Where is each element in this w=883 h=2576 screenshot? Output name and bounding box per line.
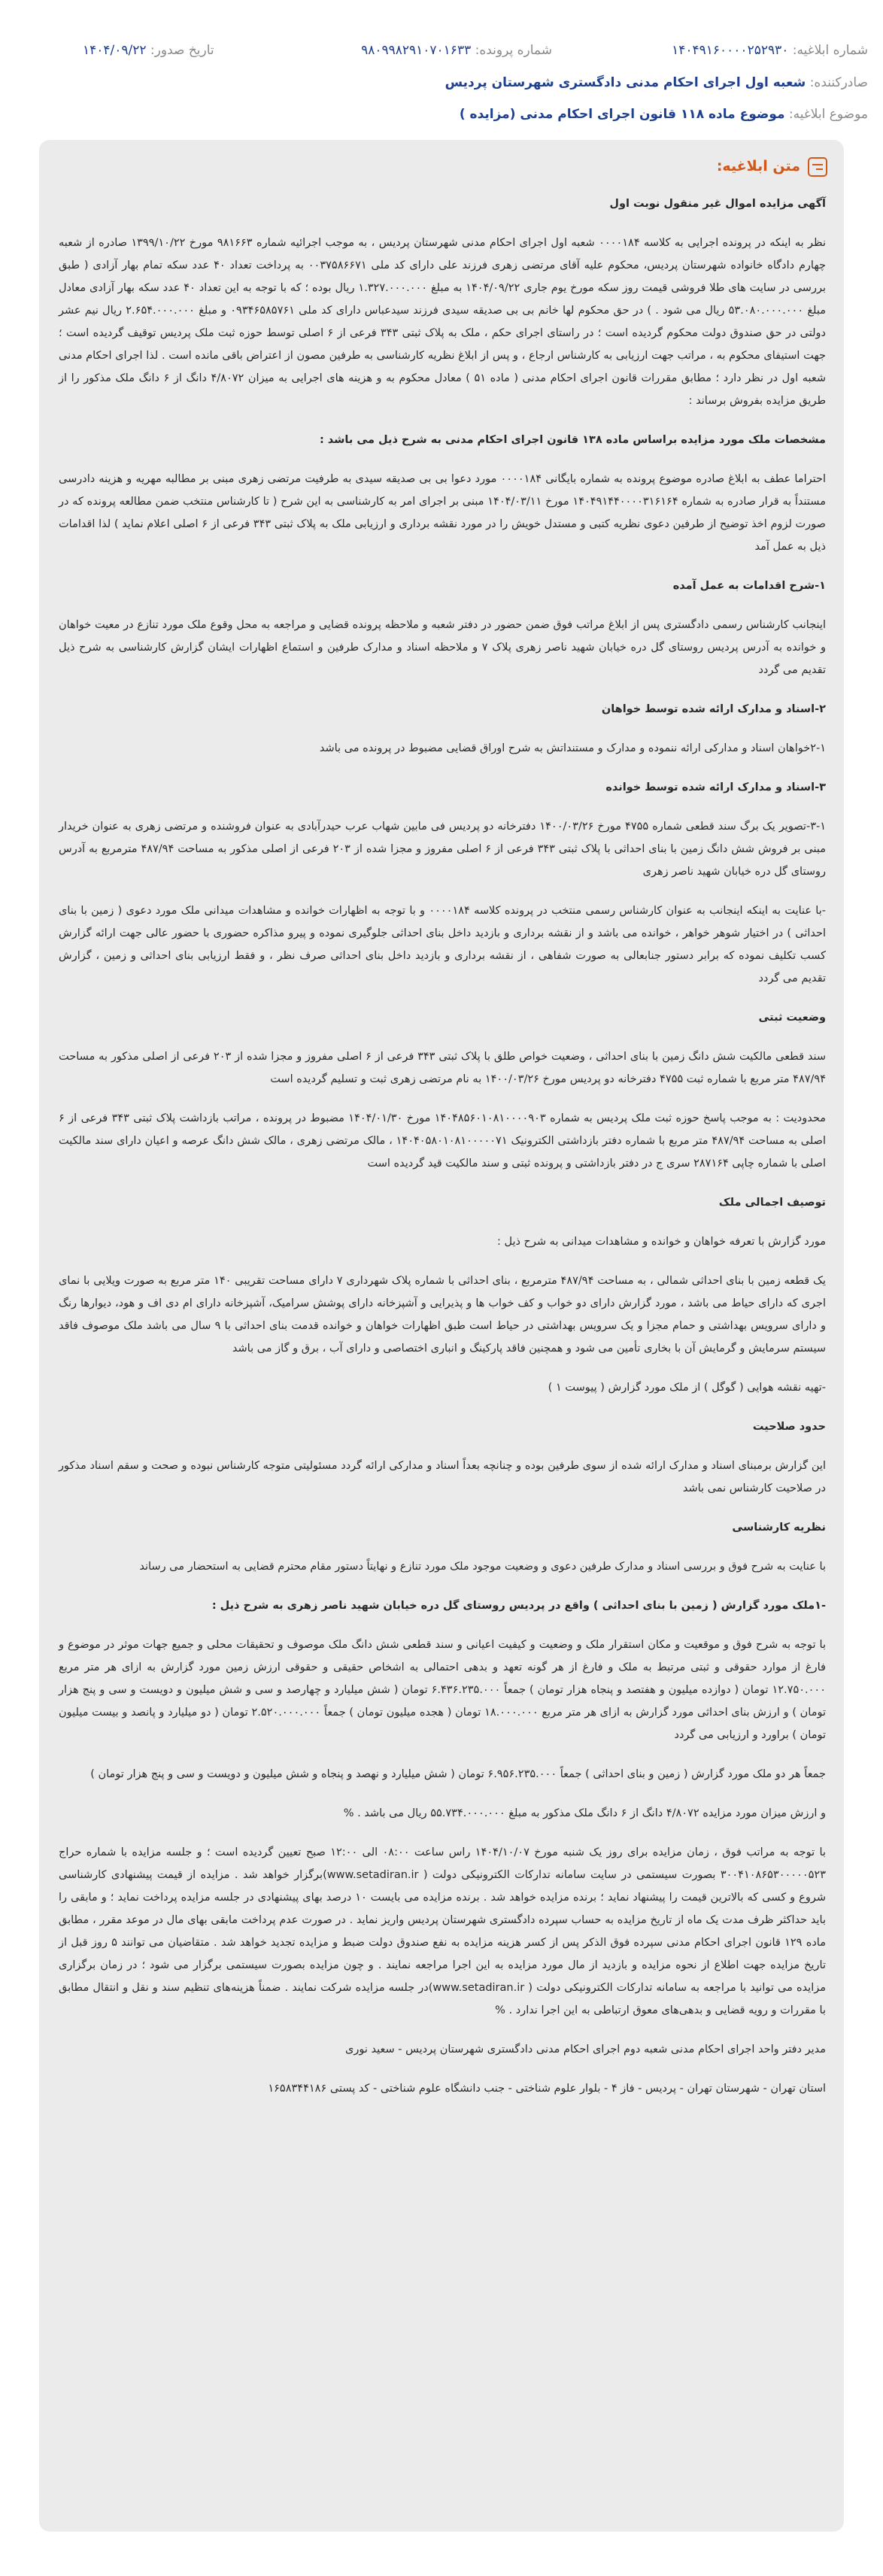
issue-date xyxy=(83,39,214,62)
issuer xyxy=(445,71,868,94)
notice-number-label: شماره ابلاغیه: xyxy=(792,43,868,58)
case-number-label: شماره پرونده: xyxy=(475,43,552,58)
notice-paragraph: مورد گزارش با تعرفه خواهان و خوانده و مشاهدات میدانی به شرح ذیل : xyxy=(496,1236,826,1248)
notice-paragraph: با عنایت به شرح فوق و بررسی اسناد و مدارک طرفین دعوی و وضعیت موجود ملک مورد تنازع و نهایتاً دستور مقام محترم قضایی به استحضار می رساند xyxy=(139,1561,826,1573)
notice-number xyxy=(672,39,868,62)
notice-paragraph: ۲-۱خواهان اسناد و مدارکی ارائه ننموده و مدارک و مستنداتش به شرح اوراق قضایی مضبوط در پرونده می باشد xyxy=(319,742,826,754)
header-row-issuer xyxy=(38,71,868,94)
issuer-value: شعبه اول اجرای احکام مدنی دادگستری شهرستان پردیس xyxy=(445,75,806,90)
notice-text-panel xyxy=(39,140,844,2532)
issuer-label: صادرکننده: xyxy=(809,75,868,90)
issue-date-label: تاریخ صدور: xyxy=(150,43,214,58)
notice-paragraph: یک قطعه زمین با بنای احداثی شمالی ، به مساحت ۴۸۷/۹۴ مترمربع ، بنای احداثی با شماره پلاک شهرداری ۷ دارای مساحت تقریبی ۱۴۰ متر مربع به صورت ویلایی با نمای اجری که دارای حیاط می باشد ، مورد گزارش دارای دو خواب و کف خواب ها و پذیرایی و آشپزخانه دارای پوشش سرامیک، آشپزخانه دارای ام دی اف و هود، دیوارها رنگ و دارای سرویس بهداشتی و حمام مجزا و یک سرویس بهداشتی در حیاط است طبق اظهارات خواهان و خوانده قدمت بنای احداثی با ۹ سال می باشد ملک موصوف فاقد سیستم سرمایش و گرمایش آن با بخاری تأمین می شود و همچنین فاقد پارکینگ و انباری اختصاصی و دارای آب ، برق و گاز می باشد xyxy=(59,1275,826,1355)
notice-paragraph: -با عنایت به اینکه اینجانب به عنوان کارشناس رسمی منتخب در پرونده کلاسه ۰۰۰۰۱۸۴ و با توجه به اظهارات خوانده و مشاهدات میدانی ملک مورد دعوی ( زمین با بنای احداثی ) در اختیار شوهر خواهر ، خوانده می باشد و از نقشه برداری و بازدید داخل بنای احداثی جلوگیری نموده و پیرو مذاکره حضوری با حضور عالی جهت ارائه گزارش کسب تکلیف نموده که برابر دستور جنابعالی به صورت شفاهی ، از نقشه برداری و بازدید داخل بنای احداثی صرف نظر ، و فقط ارزیابی بنای احداثی و زمین ، گزارش تقدیم می گردد xyxy=(59,905,826,985)
subject-value: موضوع ماده ۱۱۸ قانون اجرای احکام مدنی (مزایده ) xyxy=(459,107,785,122)
notice-paragraph: با توجه به مراتب فوق ، زمان مزایده برای روز یک شنبه مورخ ۱۴۰۴/۱۰/۰۷ راس ساعت ۰۸:۰۰ الی ۱۲:۰۰ صبح تعیین گردیده است ؛ و جلسه مزایده با شماره حراج ۳۰۰۴۱۰۸۶۵۳۰۰۰۰۰۵۲۳ بصورت سیستمی در سایت سامانه تدارکات الکترونیکی دولت ( www.setadiran.ir)برگزار خواهد شد . مزایده از قیمت پیشنهادی کارشناسی شروع و کسی که بالاترین قیمت را پیشنهاد نماید ؛ برنده مزایده خواهد شد . برنده مزایده می بایست ۱۰ درصد بهای پیشنهادی در جلسه مزایده پرداخت نماید ؛ و مابقی را باید حداکثر ظرف مدت یک ماه از تاریخ مزایده به حساب سپرده دادگستری شهرستان پردیس واریز نماید . در صورت عدم پرداخت مابقی بهای مال در موعد مقرر ، مطابق ماده ۱۲۹ قانون اجرای احکام مدنی سپرده فوق الذکر پس از کسر هزینه مزایده به نفع صندوق دولت ضبط و مزایده تجدید خواهد شد . متقاضیان می توانند ۵ روز قبل از تاریخ مزایده جهت اطلاع از نحوه مزایده و بازدید از مال مورد مزایده به این اجرا مراجعه نمایند . و چون مزایده بصورت سیستمی برگزار می شود ؛ در زمان برگزاری مزایده می توانید با مراجعه به سامانه تدارکات الکترونیکی دولت ( www.setadiran.ir)در جلسه مزایده شرکت نمایند . ضمناً هزینه‌های تنظیم سند و نقل و انتقال مطابق با مقررات و رویه قضایی و بدهی‌های معوق ارتباطی به این اجرا ندارد . % xyxy=(59,1846,826,2016)
subject xyxy=(460,103,868,126)
notice-paragraph: نظریه کارشناسی xyxy=(732,1522,826,1534)
notice-paragraph: آگهی مزایده اموال غیر منقول نوبت اول xyxy=(609,198,826,210)
notice-paragraph: اینجانب کارشناس رسمی دادگستری پس از ابلاغ مراتب فوق ضمن حضور در دفتر شعبه و ملاحظه پرونده قضایی و مراجعه به محل وقوع ملک مورد تنازع در معیت خواهان و خوانده به آدرس پردیس روستای گل دره خیابان شهید ناصر زهری پلاک ۷ و ملاحظه اسناد و مدارک طرفین و استماع اظهارات ایشان گزارش کارشناسی به شرح ذیل تقدیم می گردد xyxy=(59,619,826,676)
subject-label: موضوع ابلاغیه: xyxy=(788,107,868,122)
header-row-numbers xyxy=(38,39,868,62)
notice-paragraph: حدود صلاحیت xyxy=(752,1421,826,1433)
notice-text-heading-label: متن ابلاغیه: xyxy=(716,158,800,174)
notice-number-value: ۱۴۰۴۹۱۶۰۰۰۰۲۵۲۹۳۰ xyxy=(672,43,789,58)
notice-paragraph: ۲-اسناد و مدارک ارائه شده توسط خواهان xyxy=(601,703,826,715)
notice-paragraph: با توجه به شرح فوق و موقعیت و مکان استقرار ملک و وضعیت و کیفیت اعیانی و سند قطعی شش دانگ ملک موصوف و تحقیقات محلی و جمیع جهات موثر در موضوع و فارغ از موارد حقوقی و ثبتی مرتبط به ملک و فارغ از هر گونه تعهد و بدهی احتمالی به اشخاص حقیقی و حقوقی ارزش زمین مورد گزارش به ازای هر متر مربع ۱۲.۷۵۰.۰۰۰ تومان ( دوازده میلیون و هفتصد و پنجاه هزار تومان ) جمعاً ۶.۴۳۶.۲۳۵.۰۰۰ تومان ( شش میلیارد و چهارصد و سی و شش میلیون و دویست و سی و پنج هزار تومان ) و ارزش بنای احداثی مورد گزارش به ازای هر متر مربع ۱۸.۰۰۰.۰۰۰ تومان ( هجده میلیون تومان ) جمعاً ۲.۵۲۰.۰۰۰.۰۰۰ تومان ( دو میلیارد و پانصد و بیست میلیون تومان ) براورد و ارزیابی می گردد xyxy=(59,1639,827,1741)
notice-paragraph: ۳-۱-تصویر یک برگ سند قطعی شماره ۴۷۵۵ مورخ ۱۴۰۰/۰۳/۲۶ دفترخانه دو پردیس فی مابین شهاب عرب حیدرآبادی به عنوان فروشنده و مرتضی زهری به عنوان خریدار مبنی بر فروش شش دانگ زمین با بنای احداثی با پلاک ثبتی ۳۴۳ فرعی از ۶ اصلی مفروز و مجزا شده از ۲۰۳ فرعی از اصلی مذکور به مساحت ۴۸۷/۹۴ مترمربع به آدرس روستای گل دره خیابان شهید ناصر زهری xyxy=(59,821,826,878)
notice-paragraph: -۱ملک مورد گزارش ( زمین با بنای احداثی ) واقع در پردیس روستای گل دره خیابان شهید ناصر زهری به شرح ذیل : xyxy=(211,1600,826,1612)
header-row-subject xyxy=(38,103,868,126)
notice-paragraph: مدیر دفتر واحد اجرای احکام مدنی شعبه دوم اجرای احکام مدنی دادگستری شهرستان پردیس - سعید نوری xyxy=(345,2044,826,2056)
notice-paragraph: و ارزش میزان مورد مزایده ۴/۸۰۷۲ دانگ از ۶ دانگ ملک مذکور به مبلغ ۵۵.۷۳۴.۰۰۰.۰۰۰ ریال می باشد . % xyxy=(343,1807,826,1819)
notice-paragraph: استان تهران - شهرستان تهران - پردیس - فاز ۴ - بلوار علوم شناختی - جنب دانشگاه علوم شناختی - کد پستی ۱۶۵۸۳۴۴۱۸۶ xyxy=(268,2083,826,2095)
notice-paragraph: توصیف اجمالی ملک xyxy=(718,1197,826,1209)
notice-header xyxy=(0,0,883,162)
notice-paragraph: نظر به اینکه در پرونده اجرایی به کلاسه ۰۰۰۰۱۸۴ شعبه اول اجرای احکام مدنی شهرستان پردیس ، به موجب اجرائیه شماره ۹۸۱۶۶۳ مورخ ۱۳۹۹/۱۰/۲۲ صادره از شعبه چهارم دادگاه خانواده شهرستان پردیس، محکوم علیه آقای مرتضی زهری فرزند علی دارای کد ملی ۰۰۳۷۵۸۶۶۷۱ به پرداخت تعداد ۴۰ عدد سکه تمام بهار آزادی ( طبق بررسی در سایت های طلا فروشی قیمت روز سکه مورخ یوم جاری ۱۴۰۴/۰۹/۲۲ به مبلغ ۱.۳۲۷.۰۰۰.۰۰۰ ریال بوده ؛ که با توجه به این تعداد ۴۰ عدد سکه بهار آزادی معادل مبلغ ۵۳.۰۸۰.۰۰۰.۰۰۰ ریال می شود . ) در حق محکوم لها خانم بی بی صدیقه سیدی فرزند سیدعباس دارای کد ملی ۰۹۳۴۶۵۸۵۷۶۱ و مبلغ ۲.۶۵۴.۰۰۰.۰۰۰ ریال نیم عشر دولتی در حق صندوق دولت محکوم گردیده است ؛ در راستای اجرای حکم ، ملک به پلاک ثبتی ۳۴۳ فرعی از ۶ اصلی توسط حوزه ثبت ملک پردیس توقیف گردیده است ؛ جهت استیفای محکوم به ، مراتب جهت ارزیابی به کارشناس ارجاع ، و پس از ابلاغ نظریه کارشناسی به طرفین مصون از اعتراض باقی مانده است . لذا اجرای احکام مدنی شعبه اول در نظر دارد ؛ مطابق مقررات قانون اجرای احکام مدنی ( ماده ۵۱ ) معادل محکوم به و هزینه های اجرایی به میزان ۴/۸۰۷۲ دانگ از ۶ دانگ ملک مذکور را از طریق مزایده بفروش برساند : xyxy=(59,237,827,407)
notice-paragraph: وضعیت ثبتی xyxy=(758,1012,826,1024)
notice-paragraph: -تهیه نقشه هوایی ( گوگل ) از ملک مورد گزارش ( پیوست ۱ ) xyxy=(548,1382,826,1394)
notice-body xyxy=(59,193,826,2116)
notice-paragraph: احتراما عطف به ابلاغ صادره موضوع پرونده به شماره بایگانی ۰۰۰۰۱۸۴ مورد دعوا بی بی صدیقه سیدی به طرفیت مرتضی زهری مبنی بر مطالبه مهریه و هزینه دادرسی مستنداً به قرار صادره به شماره ۱۴۰۴۹۱۴۴۰۰۰۰۳۱۶۱۶۴ مورخ ۱۴۰۴/۰۳/۱۱ مبنی بر اجرای امر به کارشناسی به این شرح ( تا کارشناس منتخب ضمن مطالعه پرونده که در صورت لزوم اخذ توضیح از طرفین دعوی نظریه کتبی و مستدل خویش را در مورد نقشه برداری و ارزیابی ملک به پلاک ثبتی ۳۴۳ فرعی از ۶ اصلی اعلام نماید ) لذا اقدامات ذیل به عمل آمد xyxy=(59,473,826,553)
notice-paragraph: جمعاً هر دو ملک مورد گزارش ( زمین و بنای احداثی ) جمعاً ۶.۹۵۶.۲۳۵.۰۰۰ تومان ( شش میلیارد و نهصد و پنجاه و شش میلیون و دویست و سی و پنج هزار تومان ) xyxy=(90,1768,826,1780)
notice-paragraph: مشخصات ملک مورد مزایده براساس ماده ۱۳۸ قانون اجرای احکام مدنی به شرح ذیل می باشد : xyxy=(319,434,826,446)
case-number xyxy=(361,39,552,62)
notice-paragraph: ۱-شرح اقدامات به عمل آمده xyxy=(672,580,826,592)
notice-paragraph: این گزارش برمبنای اسناد و مدارک ارائه شده از سوی طرفین بوده و چنانچه بعداً اسناد و مدارکی ارائه گردد مسئولیتی متوجه کارشناس نبوده و صحت و سقم اسناد مذکور در صلاحیت کارشناس نمی باشد xyxy=(59,1460,826,1494)
notice-text-heading xyxy=(717,153,827,179)
notice-paragraph: محدودیت : به موجب پاسخ حوزه ثبت ملک پردیس به شماره ۱۴۰۴۸۵۶۰۱۰۸۱۰۰۰۰۹۰۳ مورخ ۱۴۰۴/۰۱/۳۰ مضبوط در پرونده ، مراتب بازداشت پلاک ثبتی ۳۴۳ فرعی از ۶ اصلی به مساحت ۴۸۷/۹۴ متر مربع با شماره دفتر بازداشتی الکترونیک ۱۴۰۴۰۵۸۰۱۰۸۱۰۰۰۰۰۷۱ ، مالک مرتضی زهری ، مالک شش دانگ عرصه و اعیان دارای سند مالکیت اصلی با شماره چاپی ۲۸۷۱۶۴ سری ج در دفتر بازداشتی و پرونده ثبتی و سند مالکیت قید گردیده است xyxy=(59,1112,827,1170)
notice-paragraph: ۳-اسناد و مدارک ارائه شده توسط خوانده xyxy=(605,781,826,793)
issue-date-value: ۱۴۰۴/۰۹/۲۲ xyxy=(83,43,147,58)
notice-paragraph: سند قطعی مالکیت شش دانگ زمین با بنای احداثی ، وضعیت خواص طلق با پلاک ثبتی ۳۴۳ فرعی از ۶ اصلی مفروز و مجزا شده از ۲۰۳ فرعی از اصلی مذکور به مساحت ۴۸۷/۹۴ متر مربع با شماره ثبت ۴۷۵۵ دفترخانه دو پردیس مورخ ۱۴۰۰/۰۳/۲۶ به نام مرتضی زهری ثبت و تسلیم گردیده است xyxy=(59,1051,826,1085)
case-number-value: ۹۸۰۹۹۸۲۹۱۰۷۰۱۶۳۳ xyxy=(361,43,472,58)
document-text-icon xyxy=(808,157,827,177)
